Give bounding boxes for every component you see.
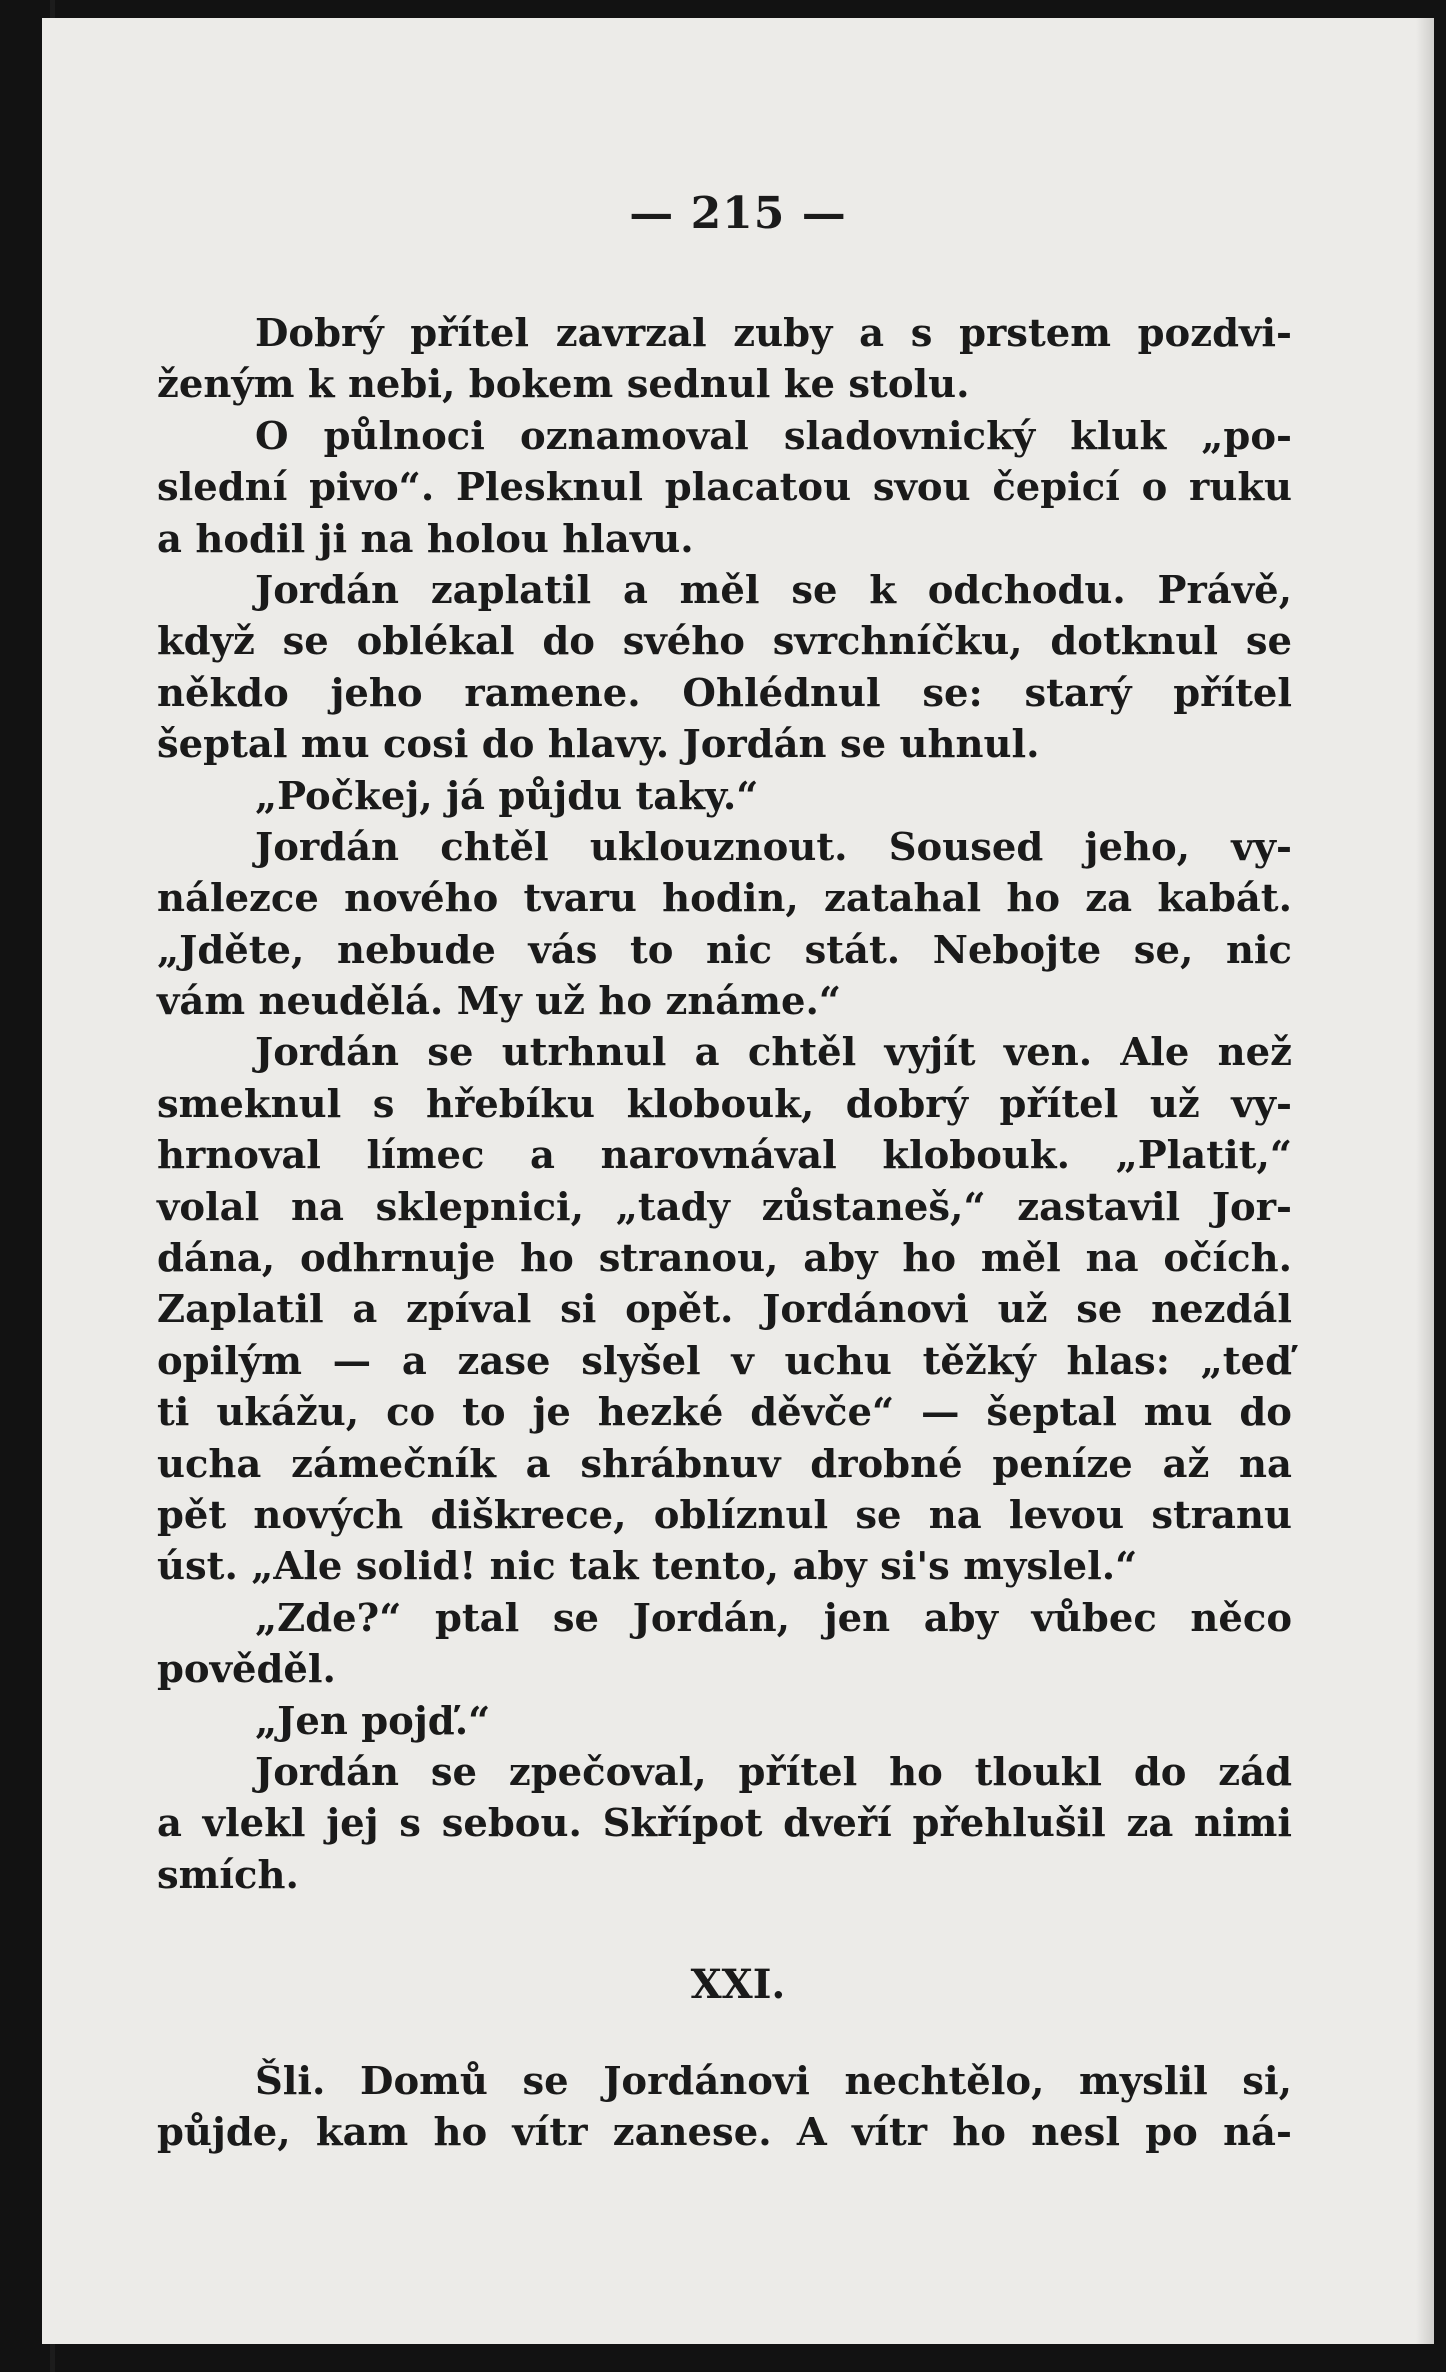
text-line: a vlekl jej s sebou. Skřípot dveří přehlušil za nimi bbox=[157, 1801, 1292, 1847]
text-line: dána, odhrnuje ho stranou, aby ho měl na očích. bbox=[157, 1236, 1292, 1282]
text-line: pět nových diškrece, oblíznul se na levou stranu bbox=[157, 1492, 1292, 1538]
text-line: a hodil ji na holou hlavu. bbox=[157, 516, 694, 562]
text-line: O půlnoci oznamoval sladovnický kluk „po- bbox=[255, 413, 1292, 459]
text-line: hrnoval límec a narovnával klobouk. „Platit,“ bbox=[157, 1133, 1292, 1179]
text-line: Šli. Domů se Jordánovi nechtělo, myslil si, bbox=[255, 2059, 1292, 2104]
text-line: ženým k nebi, bokem sednul ke stolu. bbox=[157, 362, 970, 408]
text-line: smeknul s hřebíku klobouk, dobrý přítel už vy- bbox=[157, 1081, 1292, 1127]
text-line: „Počkej, já půjdu taky.“ bbox=[255, 773, 759, 819]
text-line: úst. „Ale solid! nic tak tento, aby si's myslel.“ bbox=[157, 1544, 1138, 1590]
text-line: Jordán zaplatil a měl se k odchodu. Právě, bbox=[255, 567, 1292, 613]
text-line: Jordán chtěl uklouznout. Soused jeho, vy- bbox=[255, 824, 1292, 870]
chapter-heading: XXI. bbox=[690, 1961, 786, 2008]
text-line: Jordán se zpečoval, přítel ho tloukl do zád bbox=[255, 1749, 1292, 1795]
text-line: půjde, kam ho vítr zanese. A vítr ho nesl po ná- bbox=[157, 2110, 1292, 2156]
chapter-text bbox=[157, 2056, 1292, 2159]
text-line: šeptal mu cosi do hlavy. Jordán se uhnul. bbox=[157, 722, 1040, 768]
text-line: „Jen pojď.“ bbox=[255, 1698, 491, 1744]
page-number: — 215 — bbox=[629, 188, 847, 239]
text-line: ti ukážu, co to je hezké děvče“ — šeptal mu do bbox=[157, 1390, 1292, 1436]
text-line: volal na sklepnici, „tady zůstaneš,“ zastavil Jor- bbox=[157, 1184, 1292, 1230]
text-line: ucha zámečník a shrábnuv drobné peníze až na bbox=[157, 1441, 1292, 1487]
text-line: vám neudělá. My už ho známe.“ bbox=[157, 979, 842, 1025]
page-sheet bbox=[42, 18, 1434, 2344]
text-line: Dobrý přítel zavrzal zuby a s prstem pozdvi- bbox=[255, 311, 1292, 356]
text-line: Zaplatil a zpíval si opět. Jordánovi už se nezdál bbox=[157, 1287, 1292, 1333]
text-line: „Zde?“ ptal se Jordán, jen aby vůbec něco bbox=[255, 1595, 1292, 1641]
text-line: opilým — a zase slyšel v uchu těžký hlas: „teď bbox=[157, 1338, 1292, 1384]
text-line: „Jděte, nebude vás to nic stát. Nebojte se, nic bbox=[157, 927, 1292, 973]
text-line: smích. bbox=[157, 1852, 299, 1898]
text-line: nálezce nového tvaru hodin, zatahal ho za kabát. bbox=[157, 876, 1292, 922]
text-line: slední pivo“. Plesknul placatou svou čepicí o ruku bbox=[157, 465, 1292, 511]
text-line: Jordán se utrhnul a chtěl vyjít ven. Ale než bbox=[255, 1030, 1292, 1076]
body-text bbox=[157, 308, 1292, 1901]
text-line: někdo jeho ramene. Ohlédnul se: starý přítel bbox=[157, 670, 1292, 716]
text-line: pověděl. bbox=[157, 1647, 336, 1693]
text-line: když se oblékal do svého svrchníčku, dotknul se bbox=[157, 619, 1292, 665]
